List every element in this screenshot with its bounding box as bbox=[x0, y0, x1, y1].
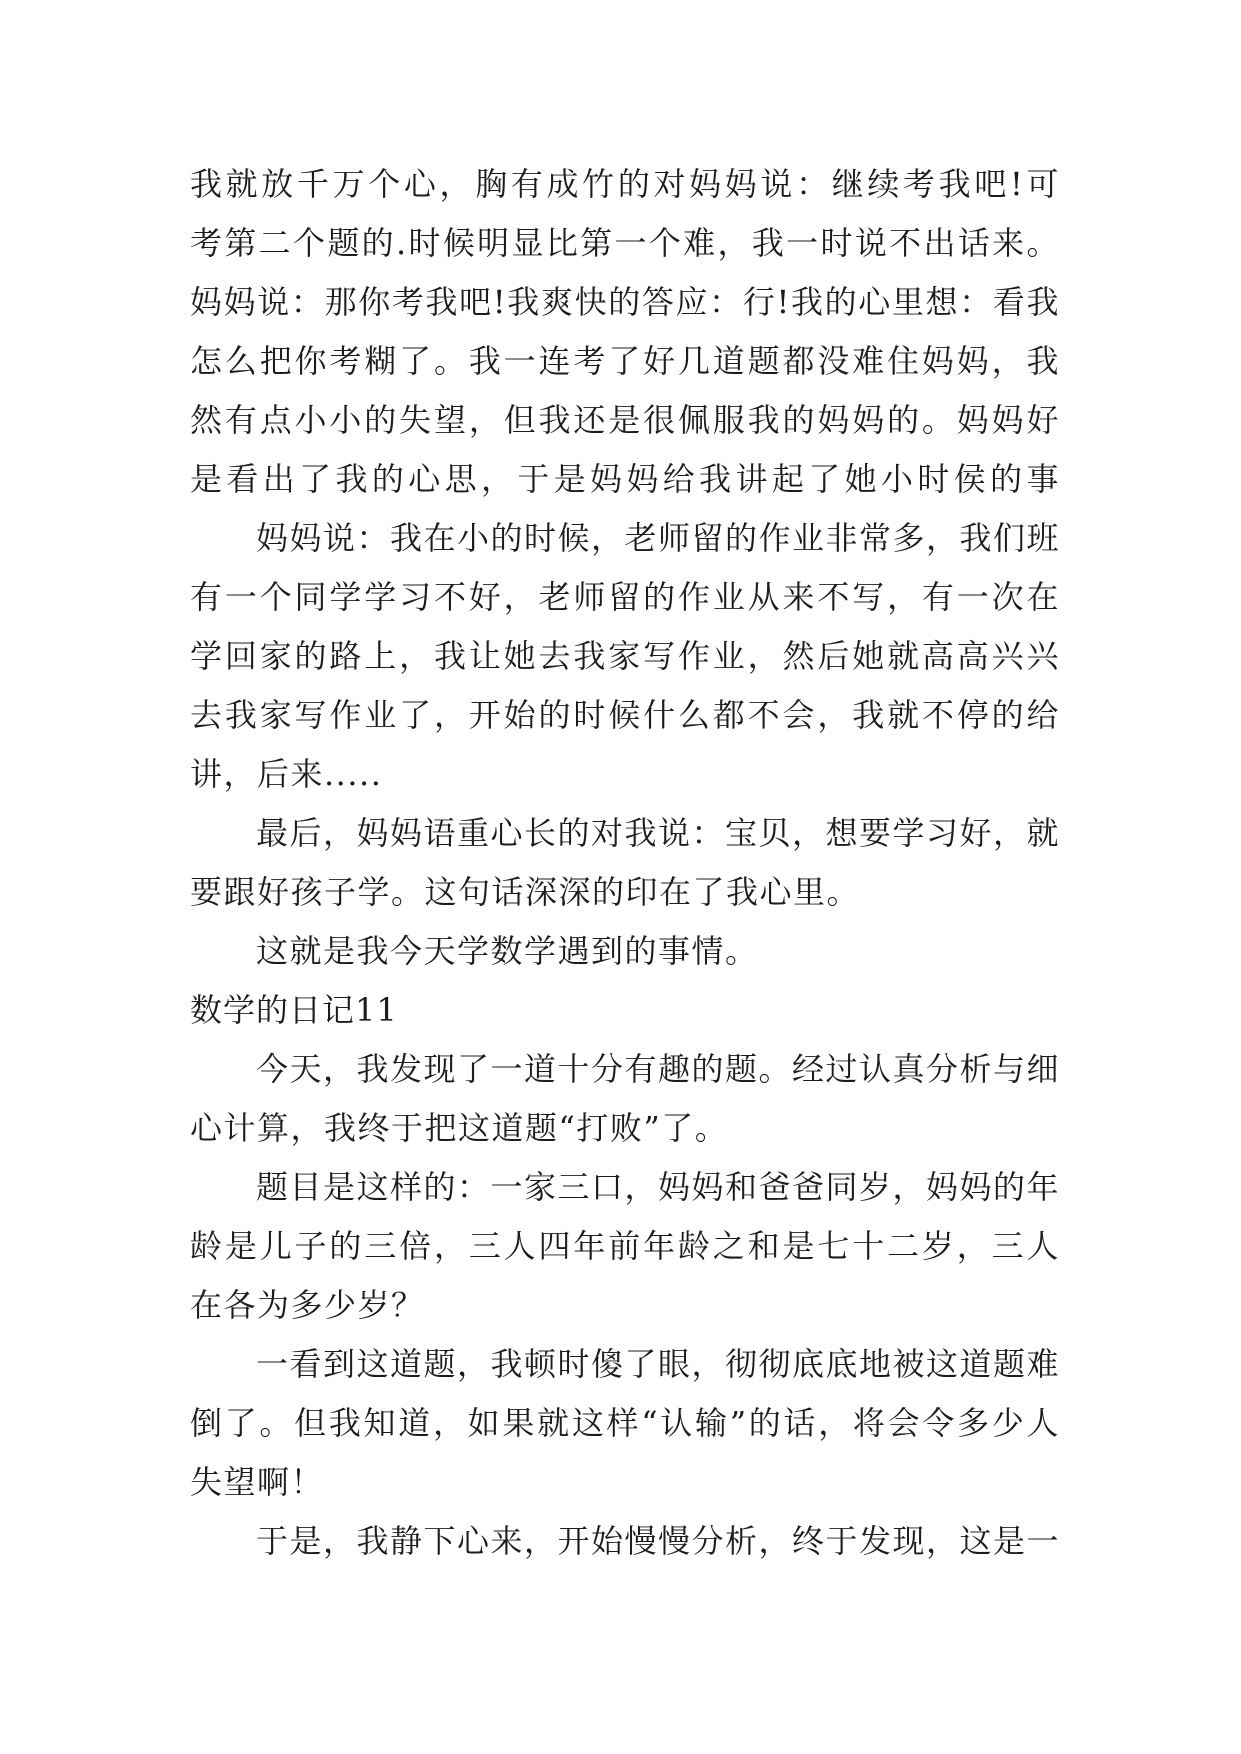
text-line: 于是，我静下心来，开始慢慢分析，终于发现，这是一 bbox=[256, 1522, 1060, 1560]
text-line: 在各为多少岁？ bbox=[190, 1286, 425, 1324]
text-line: 倒了。但我知道，如果就这样“认输”的话，将会令多少人 bbox=[190, 1404, 1060, 1442]
text-line: 题目是这样的：一家三口，妈妈和爸爸同岁，妈妈的年 bbox=[256, 1168, 1060, 1206]
text-line: 要跟好孩子学。这句话深深的印在了我心里。 bbox=[190, 873, 861, 911]
text-line: 这就是我今天学数学遇到的事情。 bbox=[256, 932, 759, 970]
text-line: 妈妈说：那你考我吧!我爽快的答应：行!我的心里想：看我 bbox=[190, 283, 1060, 321]
section-heading: 数学的日记11 bbox=[190, 991, 398, 1029]
text-line: 怎么把你考糊了。我一连考了好几道题都没难住妈妈，我 bbox=[190, 342, 1060, 380]
text-line: 然有点小小的失望，但我还是很佩服我的妈妈的。妈妈好 bbox=[190, 401, 1060, 439]
text-line: 讲，后来..... bbox=[190, 755, 383, 793]
text-line: 去我家写作业了，开始的时候什么都不会，我就不停的给 bbox=[190, 696, 1060, 734]
text-line: 今天，我发现了一道十分有趣的题。经过认真分析与细 bbox=[256, 1050, 1060, 1088]
text-line: 妈妈说：我在小的时候，老师留的作业非常多，我们班 bbox=[256, 519, 1060, 557]
text-line: 学回家的路上，我让她去我家写作业，然后她就高高兴兴 bbox=[190, 637, 1060, 675]
text-line: 考第二个题的.时候明显比第一个难，我一时说不出话来。 bbox=[190, 224, 1060, 262]
text-line: 最后，妈妈语重心长的对我说：宝贝，想要学习好，就 bbox=[256, 814, 1060, 852]
text-line: 心计算，我终于把这道题“打败”了。 bbox=[190, 1109, 729, 1147]
text-line: 龄是儿子的三倍，三人四年前年龄之和是七十二岁，三人 bbox=[190, 1227, 1060, 1265]
text-line: 失望啊！ bbox=[190, 1463, 325, 1501]
text-line: 有一个同学学习不好，老师留的作业从来不写，有一次在 bbox=[190, 578, 1060, 616]
text-line: 我就放千万个心，胸有成竹的对妈妈说：继续考我吧!可 bbox=[190, 165, 1060, 203]
text-line: 一看到这道题，我顿时傻了眼，彻彻底底地被这道题难 bbox=[256, 1345, 1060, 1383]
document-body bbox=[190, 155, 1060, 1571]
text-line: 是看出了我的心思，于是妈妈给我讲起了她小时侯的事 bbox=[190, 460, 1060, 498]
